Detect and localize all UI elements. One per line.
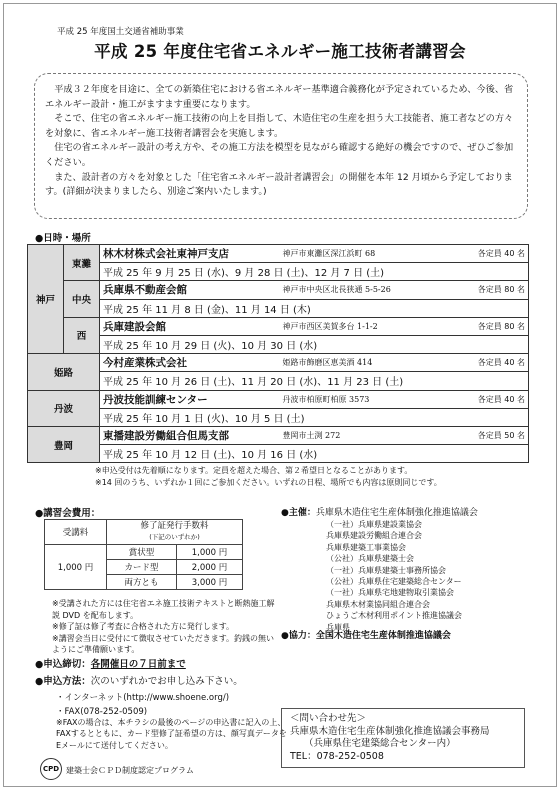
table-row: [28, 390, 529, 408]
coop-label: ●協力：: [281, 631, 316, 641]
intro-paragraph: 住宅の省エネルギー設計の考え方や、その施工方法を模型を見ながら確認する絶好の機会ですので、ぜひご参加ください。: [45, 142, 514, 168]
fee-heading: ●講習会費用：: [35, 508, 101, 519]
host-member: （一社）兵庫県建築士事務所協会: [326, 565, 446, 575]
host-line: [281, 505, 478, 518]
venue-name: 東播建設労働組合但馬支部: [100, 426, 280, 444]
coop-name: 全国木造住宅生産体制推進協議会: [315, 631, 451, 641]
venue-address: 姫路市飾磨区恵美酒 414: [280, 354, 475, 372]
host-member: 兵庫県木材業協同組合連合会: [326, 599, 430, 609]
fee-note: ※受講された方には住宅省エネ施工技術テキストと断熱施工解説 DVD を配布します。: [52, 599, 275, 620]
table-row: [28, 245, 529, 263]
supertitle: 平成 25 年度国土交通省補助事業: [57, 27, 184, 37]
venue-capacity: 各定員 40 名: [475, 390, 529, 408]
host-member: （公社）兵庫県住宅建築総合センター: [326, 577, 462, 587]
venue-dates: 平成 25 年 11 月 8 日 (金)、11 月 14 日 (木): [100, 299, 529, 317]
city-cell: 神戸: [28, 245, 64, 354]
venue-capacity: 各定員 80 名: [475, 317, 529, 335]
table-row: [28, 354, 529, 372]
district-cell: 中央: [64, 281, 100, 317]
schedule-table: [27, 244, 529, 463]
venue-name: 丹波技能訓練センター: [100, 390, 280, 408]
deadline-label: ●申込締切：: [35, 659, 91, 670]
fee-note: ※講習会当日に受付にて徴収させていただきます。釣銭の無いようにご準備願います。: [52, 633, 275, 654]
venue-address: 神戸市東灘区深江浜町 68: [280, 245, 475, 263]
table-row: [28, 445, 529, 463]
venue-name: 林木材株式会社東神戸支店: [100, 245, 280, 263]
intro-paragraph: そこで、住宅の省エネルギー施工技術の向上を目指して、木造住宅の生産を担う大工技能者、施工者などの方々を対象に、省エネルギー施工技術者講習会を実施します。: [45, 113, 514, 139]
cpd-logo-icon: CPD: [40, 758, 62, 780]
fee-header: [107, 520, 243, 545]
venue-address: 丹波市柏原町柏原 3573: [280, 390, 475, 408]
intro-box: [34, 73, 528, 219]
contact-box: [281, 708, 525, 768]
fee-option-label: 賞状型: [107, 545, 177, 560]
schedule-notes: [95, 465, 442, 489]
venue-dates: 平成 25 年 9 月 25 日 (水)、9 月 28 日 (土)、12 月 7 日 (土): [100, 263, 529, 281]
schedule-note: ※申込受付は先着順になります。定員を超えた場合、第２希望日となることがあります。: [95, 466, 413, 475]
table-row: [28, 372, 529, 390]
fee-notes: [52, 598, 276, 656]
contact-org: 兵庫県木造住宅生産体制強化推進協議会事務局: [290, 725, 490, 737]
host-member: 兵庫県建築工事業協会: [326, 542, 406, 552]
host-member: 兵庫県建設労働組合連合会: [326, 531, 422, 541]
fee-note: ※修了証は修了考査に合格された方に発行します。: [52, 622, 235, 631]
city-cell: 豊岡: [28, 426, 100, 462]
table-row: [28, 281, 529, 299]
venue-address: 豊岡市土渕 272: [280, 426, 475, 444]
venue-capacity: 各定員 40 名: [475, 354, 529, 372]
fee-option-value: 2,000 円: [177, 560, 243, 575]
fee-option-label: カード型: [107, 560, 177, 575]
venue-address: 神戸市西区美賀多台 1-1-2: [280, 317, 475, 335]
venue-capacity: 各定員 40 名: [475, 245, 529, 263]
host-member: （公社）兵庫県建築士会: [326, 554, 414, 564]
coop-line: [281, 628, 451, 641]
contact-tel: TEL：078-252-0508: [290, 750, 384, 762]
table-row: [28, 263, 529, 281]
fee-option-value: 3,000 円: [177, 575, 243, 590]
page-title: 平成 25 年度住宅省エネルギー施工技術者講習会: [94, 42, 466, 61]
host-member: 兵庫県: [326, 622, 350, 632]
venue-dates: 平成 25 年 10 月 29 日 (火)、10 月 30 日 (水): [100, 335, 529, 353]
venue-dates: 平成 25 年 10 月 12 日 (土)、10 月 16 日 (水): [100, 445, 529, 463]
city-cell: 姫路: [28, 354, 100, 390]
venue-capacity: 各定員 50 名: [475, 426, 529, 444]
table-row: [28, 317, 529, 335]
venue-name: 兵庫県不動産会館: [100, 281, 280, 299]
venue-capacity: 各定員 80 名: [475, 281, 529, 299]
fee-col-label: 受講料: [45, 520, 107, 545]
city-cell: 丹波: [28, 390, 100, 426]
table-row: [28, 335, 529, 353]
contact-org-sub: （兵庫県住宅建築総合センター内）: [304, 738, 456, 750]
venue-address: 神戸市中央区北長狭通 5-5-26: [280, 281, 475, 299]
cpd-text: 建築士会ＣＰＤ制度認定プログラム: [66, 766, 194, 775]
district-cell: 西: [64, 317, 100, 353]
venue-name: 兵庫建設会館: [100, 317, 280, 335]
host-label: ●主催：: [281, 508, 316, 518]
internet-link[interactable]: ・インターネット(http://www.shoene.org/): [56, 693, 230, 703]
table-row: [45, 545, 243, 560]
method-line: [35, 673, 243, 687]
table-row: [28, 426, 529, 444]
venue-dates: 平成 25 年 10 月 1 日 (火)、10 月 5 日 (土): [100, 408, 529, 426]
host-member: （一社）兵庫県宅地建物取引業協会: [326, 588, 454, 598]
fee-amount: 1,000 円: [45, 545, 107, 590]
fax-note: ※FAXの場合は、本チラシの最後のページの申込書に記入の上、FAXするとともに、カード型修了証希望の方は、顔写真データをEメールにて送付してください。: [56, 718, 287, 750]
district-cell: 東灘: [64, 245, 100, 281]
table-row: [28, 299, 529, 317]
venue-name: 今村産業株式会社: [100, 354, 280, 372]
table-row: [45, 520, 243, 545]
fee-table: [44, 519, 243, 590]
fee-header-sub: (下記のいずれか): [149, 533, 200, 541]
host-members: [326, 519, 462, 633]
host-member: ひょうご木材利用ポイント推進協議会: [326, 611, 462, 621]
fax-number: ・FAX(078-252-0509): [56, 707, 148, 717]
schedule-heading: ●日時・場所: [35, 233, 91, 244]
deadline-value: 各開催日の７日前まで: [90, 659, 186, 670]
host-name: 兵庫県木造住宅生産体制強化推進協議会: [315, 508, 478, 518]
deadline-line: [35, 656, 186, 670]
contact-label: ＜問い合わせ先＞: [290, 713, 367, 724]
method-text: 次のいずれかでお申し込み下さい。: [90, 676, 243, 687]
venue-dates: 平成 25 年 10 月 26 日 (土)、11 月 20 日 (水)、11 月 23 日 (土): [100, 372, 529, 390]
table-row: [28, 408, 529, 426]
host-member: （一社）兵庫県建設業協会: [326, 520, 422, 529]
fee-option-value: 1,000 円: [177, 545, 243, 560]
fee-header-main: 修了証発行手数料: [140, 521, 209, 531]
schedule-note: ※14 回のうち、いずれか１回にご参加ください。いずれの日程、場所でも内容は原則同じです。: [95, 478, 442, 487]
fee-option-label: 両方とも: [107, 575, 177, 590]
intro-paragraph: 平成３２年度を目途に、全ての新築住宅における省エネルギー基準適合義務化が予定されているため、今後、省エネルギー設計・施工がますます重要になります。: [45, 84, 514, 110]
method-label: ●申込方法：: [35, 676, 91, 687]
intro-paragraph: また、設計者の方々を対象とした「住宅省エネルギー設計者講習会」の開催を本年 12 月頃から予定しております。(詳細が決まりましたら、別途ご案内いたします。): [45, 171, 513, 198]
